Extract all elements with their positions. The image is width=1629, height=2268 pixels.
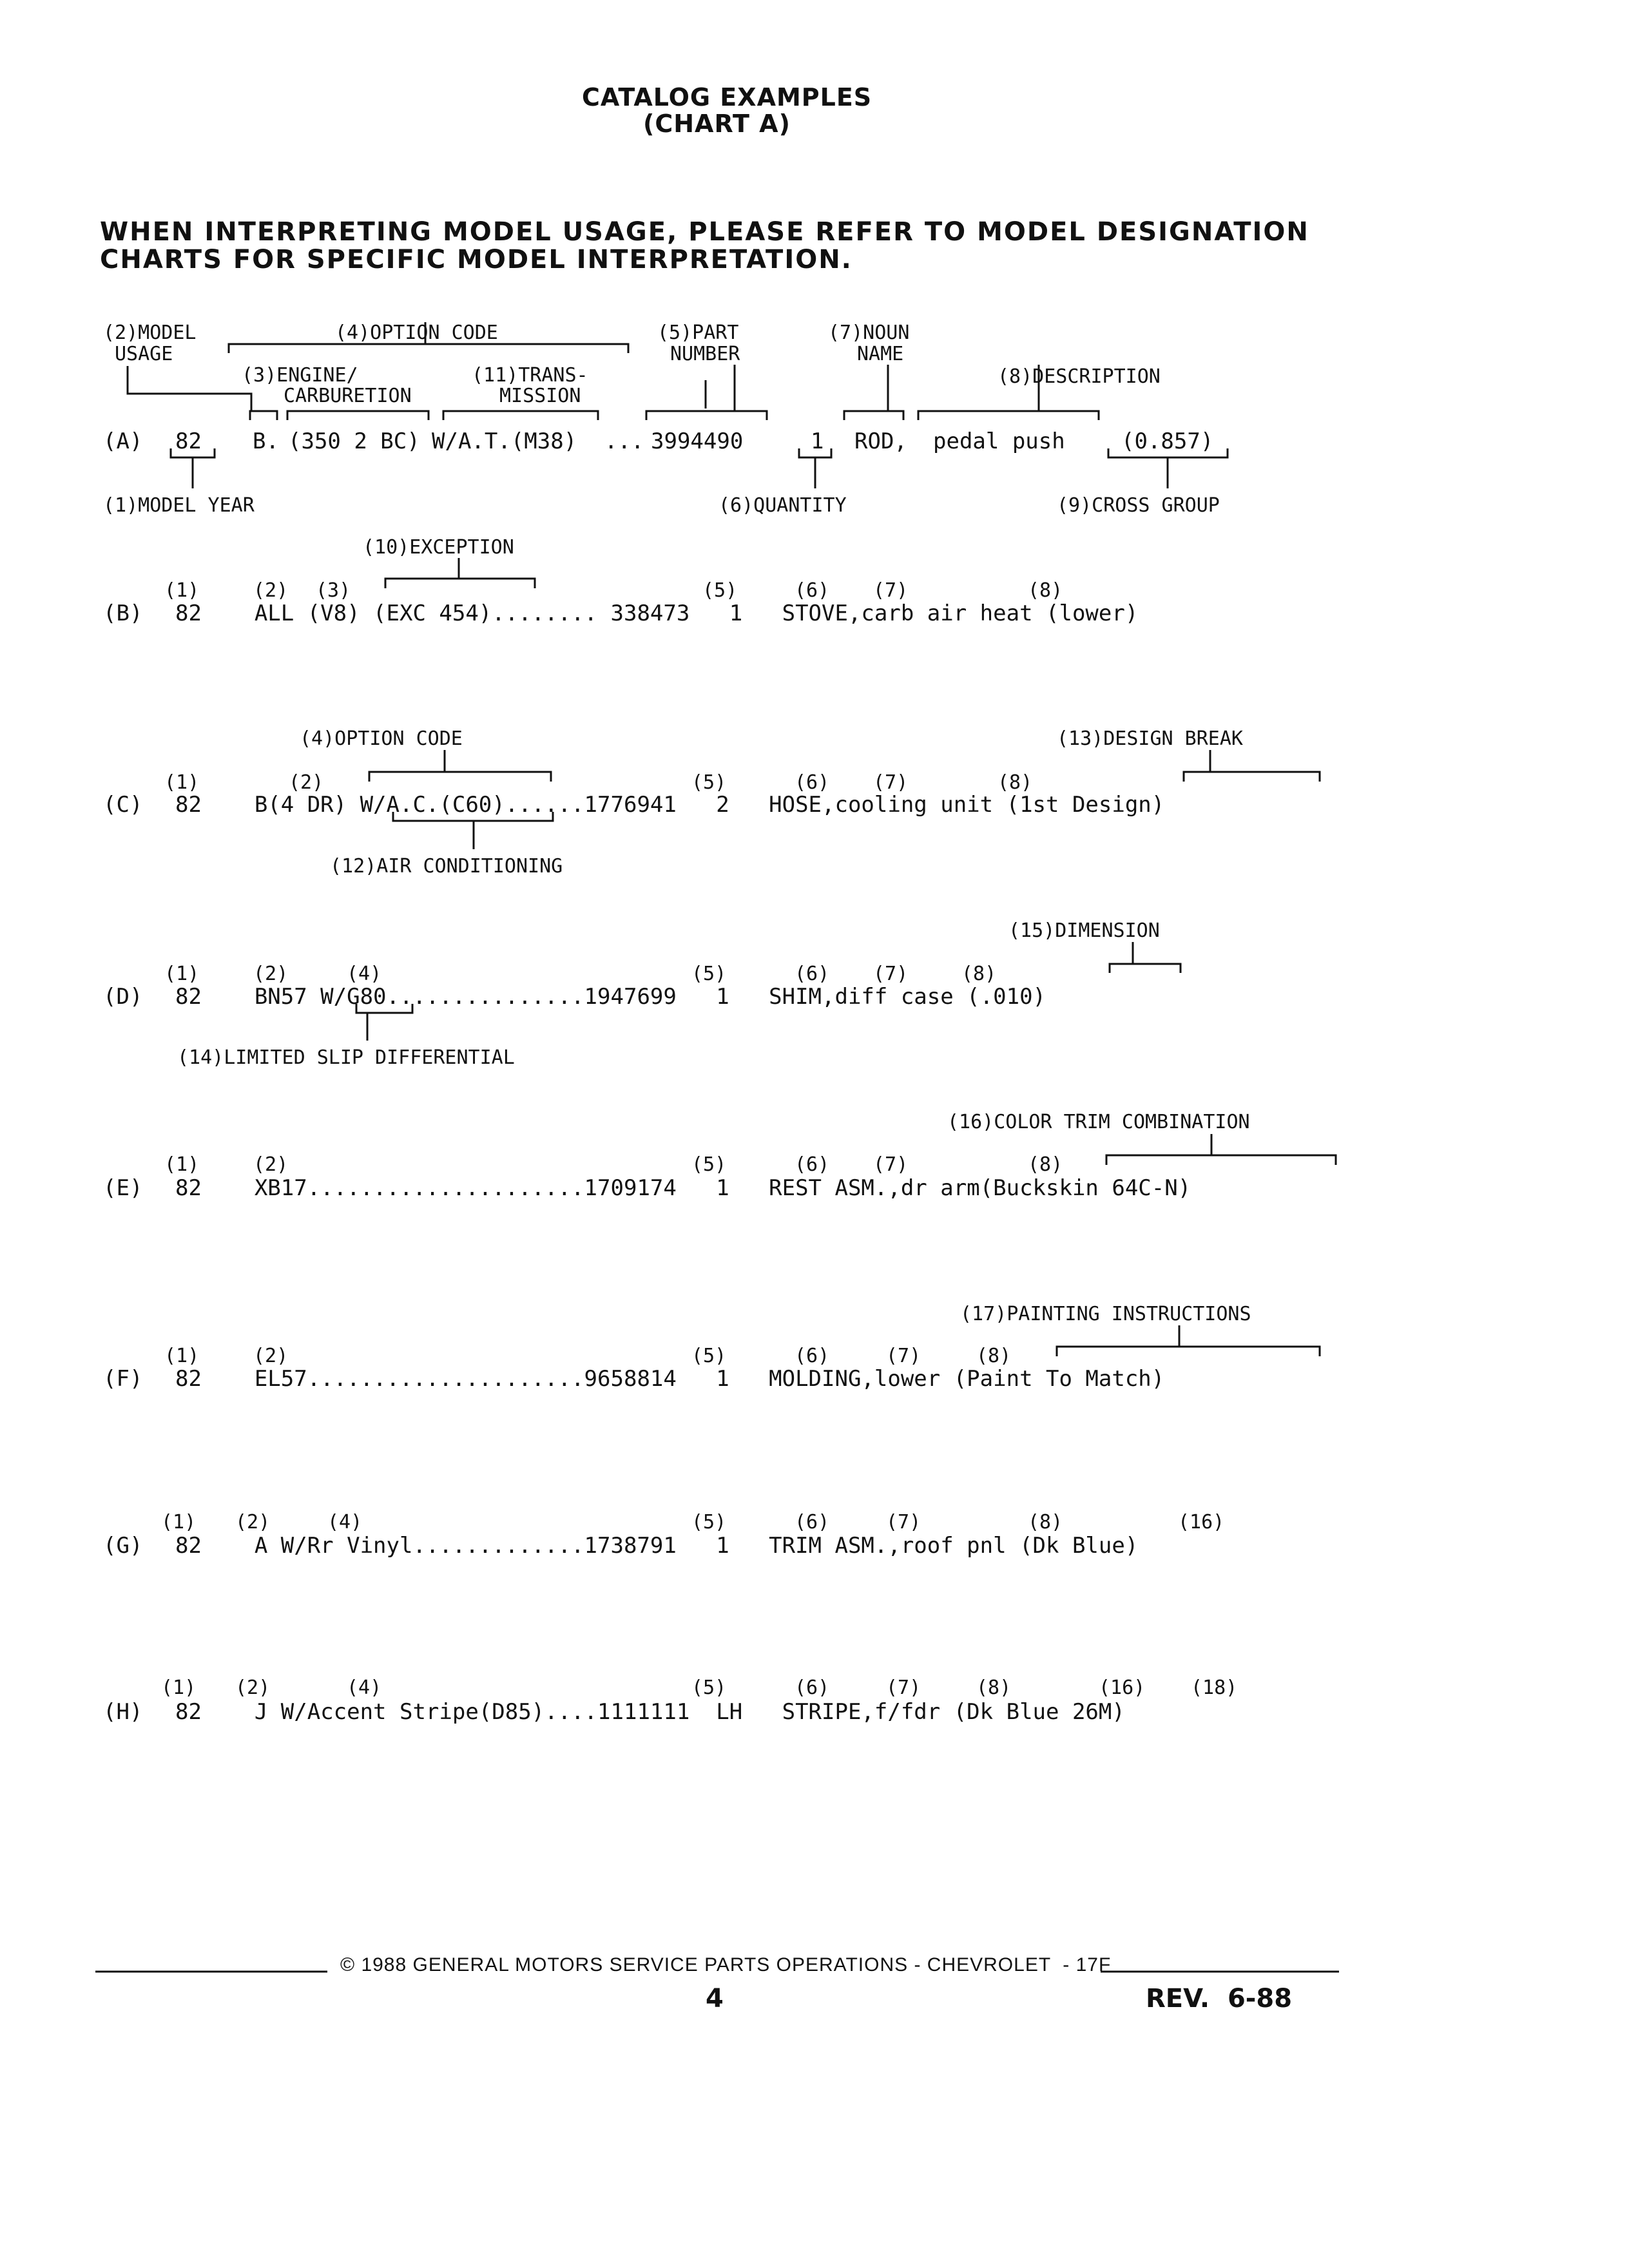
marker: (2) bbox=[253, 1345, 289, 1367]
bracket-design-break bbox=[1184, 772, 1320, 782]
example-c-text: 82 B(4 DR) W/A.C.(C60)......1776941 2 HOSE,cooling unit (1st Design) bbox=[175, 792, 1165, 818]
marker: (2) bbox=[253, 963, 289, 985]
example-f-text: 82 EL57.....................9658814 1 MOLDING,lower (Paint To Match) bbox=[175, 1366, 1165, 1392]
marker: (1) bbox=[164, 579, 200, 602]
bracket-color-trim bbox=[1106, 1155, 1336, 1165]
label-model-year: (1)MODEL YEAR bbox=[103, 494, 255, 517]
row-id-a: (A) bbox=[103, 428, 143, 454]
marker: (5) bbox=[691, 1511, 727, 1533]
label-engine: (3)ENGINE/ bbox=[242, 364, 358, 387]
marker: (4) bbox=[347, 1677, 382, 1699]
marker: (8) bbox=[976, 1677, 1012, 1699]
marker: (8) bbox=[1028, 1153, 1063, 1176]
model-year-value: 82 bbox=[175, 428, 202, 454]
marker: (7) bbox=[873, 963, 909, 985]
bracket-model-usage bbox=[128, 366, 251, 411]
row-id-c: (C) bbox=[103, 792, 143, 818]
cross-group-value: (0.857) bbox=[1121, 428, 1214, 454]
marker: (5) bbox=[691, 1345, 727, 1367]
model-usage-value: B. bbox=[253, 428, 279, 454]
label-noun-name-2: NAME bbox=[857, 343, 904, 365]
marker: (8) bbox=[998, 771, 1033, 794]
marker: (6) bbox=[795, 1677, 830, 1699]
marker: (2) bbox=[253, 1153, 289, 1176]
label-transmission-2: MISSION bbox=[499, 385, 581, 407]
label-exception: (10)EXCEPTION bbox=[363, 536, 514, 559]
marker: (18) bbox=[1191, 1677, 1238, 1699]
part-number-value: 3994490 bbox=[651, 428, 744, 454]
example-g-text: 82 A W/Rr Vinyl.............1738791 1 TRIM ASM.,roof pnl (Dk Blue) bbox=[175, 1533, 1139, 1559]
row-id-e: (E) bbox=[103, 1175, 143, 1201]
marker: (5) bbox=[691, 1153, 727, 1176]
bracket-usage-small bbox=[250, 411, 277, 420]
marker: (4) bbox=[327, 1511, 363, 1533]
bracket-air-conditioning bbox=[393, 812, 553, 821]
row-id-g: (G) bbox=[103, 1533, 143, 1559]
label-noun-name: (7)NOUN bbox=[828, 322, 910, 344]
footer-copyright: © 1988 GENERAL MOTORS SERVICE PARTS OPERATIONS - CHEVROLET - 17F bbox=[340, 1954, 1112, 1975]
bracket-transmission bbox=[443, 411, 598, 420]
revision: REV. 6-88 bbox=[1146, 1984, 1293, 2013]
marker: (7) bbox=[886, 1677, 921, 1699]
marker: (1) bbox=[164, 963, 200, 985]
label-part-number: (5)PART bbox=[657, 322, 739, 344]
label-limited-slip: (14)LIMITED SLIP DIFFERENTIAL bbox=[177, 1046, 515, 1069]
intro-line-1: WHEN INTERPRETING MODEL USAGE, PLEASE REFER TO MODEL DESIGNATION bbox=[100, 217, 1309, 247]
marker: (7) bbox=[873, 1153, 909, 1176]
bracket-option-code-c bbox=[369, 772, 551, 782]
label-option-code: (4)OPTION CODE bbox=[335, 322, 498, 344]
transmission-value: W/A.T.(M38) bbox=[432, 428, 577, 454]
marker: (1) bbox=[161, 1511, 197, 1533]
quantity-value: 1 bbox=[811, 428, 824, 454]
marker: (8) bbox=[1028, 579, 1063, 602]
marker: (7) bbox=[873, 771, 909, 794]
marker: (7) bbox=[873, 579, 909, 602]
label-color-trim: (16)COLOR TRIM COMBINATION bbox=[947, 1111, 1250, 1133]
marker: (4) bbox=[347, 963, 382, 985]
marker: (3) bbox=[316, 579, 351, 602]
marker: (2) bbox=[235, 1677, 271, 1699]
bracket-quantity bbox=[799, 448, 831, 457]
marker: (6) bbox=[795, 963, 830, 985]
leader-dots: ... bbox=[604, 428, 644, 454]
marker: (5) bbox=[702, 579, 738, 602]
bracket-part-number bbox=[646, 411, 767, 420]
label-quantity: (6)QUANTITY bbox=[718, 494, 847, 517]
label-option-code-c: (4)OPTION CODE bbox=[300, 727, 463, 750]
marker: (2) bbox=[253, 579, 289, 602]
example-h-text: 82 J W/Accent Stripe(D85)....1111111 LH STRIPE,f/fdr (Dk Blue 26M) bbox=[175, 1699, 1125, 1725]
example-e-text: 82 XB17.....................1709174 1 REST ASM.,dr arm(Buckskin 64C-N) bbox=[175, 1175, 1191, 1201]
bracket-model-year bbox=[171, 448, 215, 457]
label-dimension: (15)DIMENSION bbox=[1008, 919, 1160, 942]
marker: (8) bbox=[1028, 1511, 1063, 1533]
label-engine-2: CARBURETION bbox=[284, 385, 412, 407]
marker: (7) bbox=[886, 1345, 921, 1367]
marker: (7) bbox=[886, 1511, 921, 1533]
marker: (1) bbox=[161, 1677, 197, 1699]
marker: (2) bbox=[235, 1511, 271, 1533]
bracket-description bbox=[918, 411, 1099, 420]
label-part-number-2: NUMBER bbox=[670, 343, 740, 365]
intro-line-2: CHARTS FOR SPECIFIC MODEL INTERPRETATION. bbox=[100, 245, 853, 274]
label-transmission: (11)TRANS- bbox=[472, 364, 588, 387]
label-model-usage-2: USAGE bbox=[115, 343, 173, 365]
row-id-b: (B) bbox=[103, 601, 143, 626]
bracket-painting bbox=[1057, 1347, 1320, 1356]
bracket-option-code bbox=[229, 344, 628, 353]
bracket-noun bbox=[844, 411, 903, 420]
label-design-break: (13)DESIGN BREAK bbox=[1057, 727, 1243, 750]
label-painting: (17)PAINTING INSTRUCTIONS bbox=[960, 1303, 1251, 1325]
marker: (1) bbox=[164, 771, 200, 794]
marker: (8) bbox=[976, 1345, 1012, 1367]
marker: (5) bbox=[691, 963, 727, 985]
description-value: pedal push bbox=[933, 428, 1065, 454]
engine-value: (350 2 BC) bbox=[288, 428, 420, 454]
noun-value: ROD, bbox=[854, 428, 907, 454]
row-id-f: (F) bbox=[103, 1366, 143, 1392]
label-cross-group: (9)CROSS GROUP bbox=[1057, 494, 1220, 517]
marker: (6) bbox=[795, 579, 830, 602]
bracket-limited-slip bbox=[356, 1004, 412, 1013]
marker: (6) bbox=[795, 1153, 830, 1176]
marker: (5) bbox=[691, 771, 727, 794]
bracket-dimension bbox=[1110, 964, 1181, 973]
marker: (6) bbox=[795, 1345, 830, 1367]
marker: (6) bbox=[795, 771, 830, 794]
bracket-engine bbox=[287, 411, 429, 420]
label-air-conditioning: (12)AIR CONDITIONING bbox=[330, 855, 563, 878]
marker: (5) bbox=[691, 1677, 727, 1699]
row-id-d: (D) bbox=[103, 984, 143, 1010]
label-model-usage: (2)MODEL bbox=[103, 322, 197, 344]
marker: (8) bbox=[961, 963, 997, 985]
label-description: (8)DESCRIPTION bbox=[998, 365, 1161, 388]
marker: (1) bbox=[164, 1153, 200, 1176]
marker: (6) bbox=[795, 1511, 830, 1533]
page-subtitle: (CHART A) bbox=[643, 110, 791, 138]
example-d-text: 82 BN57 W/G80...............1947699 1 SHIM,diff case (.010) bbox=[175, 984, 1046, 1010]
page-title: CATALOG EXAMPLES bbox=[582, 83, 872, 111]
row-id-h: (H) bbox=[103, 1699, 143, 1725]
example-b-text: 82 ALL (V8) (EXC 454)........ 338473 1 STOVE,carb air heat (lower) bbox=[175, 601, 1139, 626]
marker: (16) bbox=[1099, 1677, 1146, 1699]
bracket-cross-group bbox=[1108, 448, 1228, 457]
marker: (1) bbox=[164, 1345, 200, 1367]
page-number: 4 bbox=[706, 1984, 724, 2013]
bracket-exception bbox=[385, 579, 535, 588]
marker: (16) bbox=[1178, 1511, 1225, 1533]
marker: (2) bbox=[289, 771, 324, 794]
